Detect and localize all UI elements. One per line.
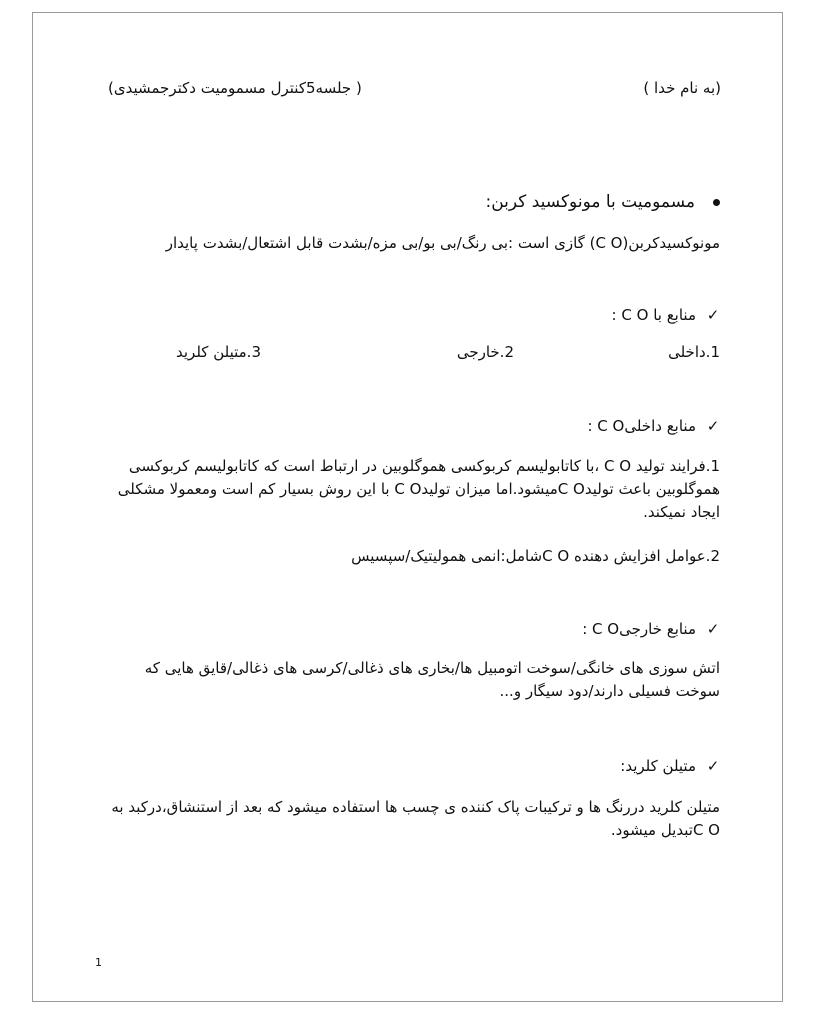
bullet-dot-icon [713,199,720,206]
heading-internal-sources [587,417,720,435]
header-session-title: ( جلسه5کنترل مسمومیت دکترجمشیدی) [108,79,362,97]
heading-methylene-chloride [620,757,720,775]
page-number: 1 [95,956,102,969]
source-item-internal: 1.داخلی [668,343,720,361]
external-paragraph: اتش سوزی های خانگی/سوخت اتومبیل ها/بخاری های ذغالی/کرسی های ذغالی/قایق هایی که سوخت فسیلی دارند/دود سیگار و... [144,659,720,700]
checkmark-icon: ✓ [706,306,720,324]
section-title-text: مسمومیت با مونوکسید کربن: [485,192,695,212]
section-title-co-poisoning [485,192,720,212]
header-bismillah: (به نام خدا ) [643,79,721,97]
source-item-external: 2.خارجی [456,343,514,361]
checkmark-icon: ✓ [706,417,720,435]
intro-paragraph: مونوکسیدکربن(C O) گازی است :بی رنگ/بی بو/بی مزه/بشدت قابل اشتعال/بشدت پایدار [165,234,720,252]
checkmark-icon: ✓ [706,620,720,638]
source-item-methylene: 3.متیلن کلرید [176,343,261,361]
internal-paragraph-2: 2.عوامل افزایش دهنده C Oشامل:انمی همولیتیک/سپسیس [351,547,720,565]
heading-external-text: منابع خارجیC O : [582,620,696,638]
methylene-paragraph: متیلن کلرید دررنگ ها و ترکیبات پاک کننده ی چسب ها استفاده میشود که بعد از استنشاق،درکبد به C Oتبدیل میشود. [111,798,720,839]
heading-external-sources [582,620,720,638]
heading-sources [612,306,720,324]
heading-internal-text: منابع داخلیC O : [587,417,696,435]
internal-paragraph-1: 1.فرایند تولید C O ،با کاتابولیسم کربوکسی هموگلوبین در ارتباط است که کاتابولیسم کربوکسی هموگلوبین باعث تولیدC Oمیشود.اما میزان تولیدC O با این روش بسیار کم است ومعمولا مشکلی ایجاد نمیکند. [117,457,720,521]
heading-methylene-text: متیلن کلرید: [620,757,696,775]
heading-sources-text: منابع با C O : [611,306,696,324]
checkmark-icon: ✓ [706,757,720,775]
